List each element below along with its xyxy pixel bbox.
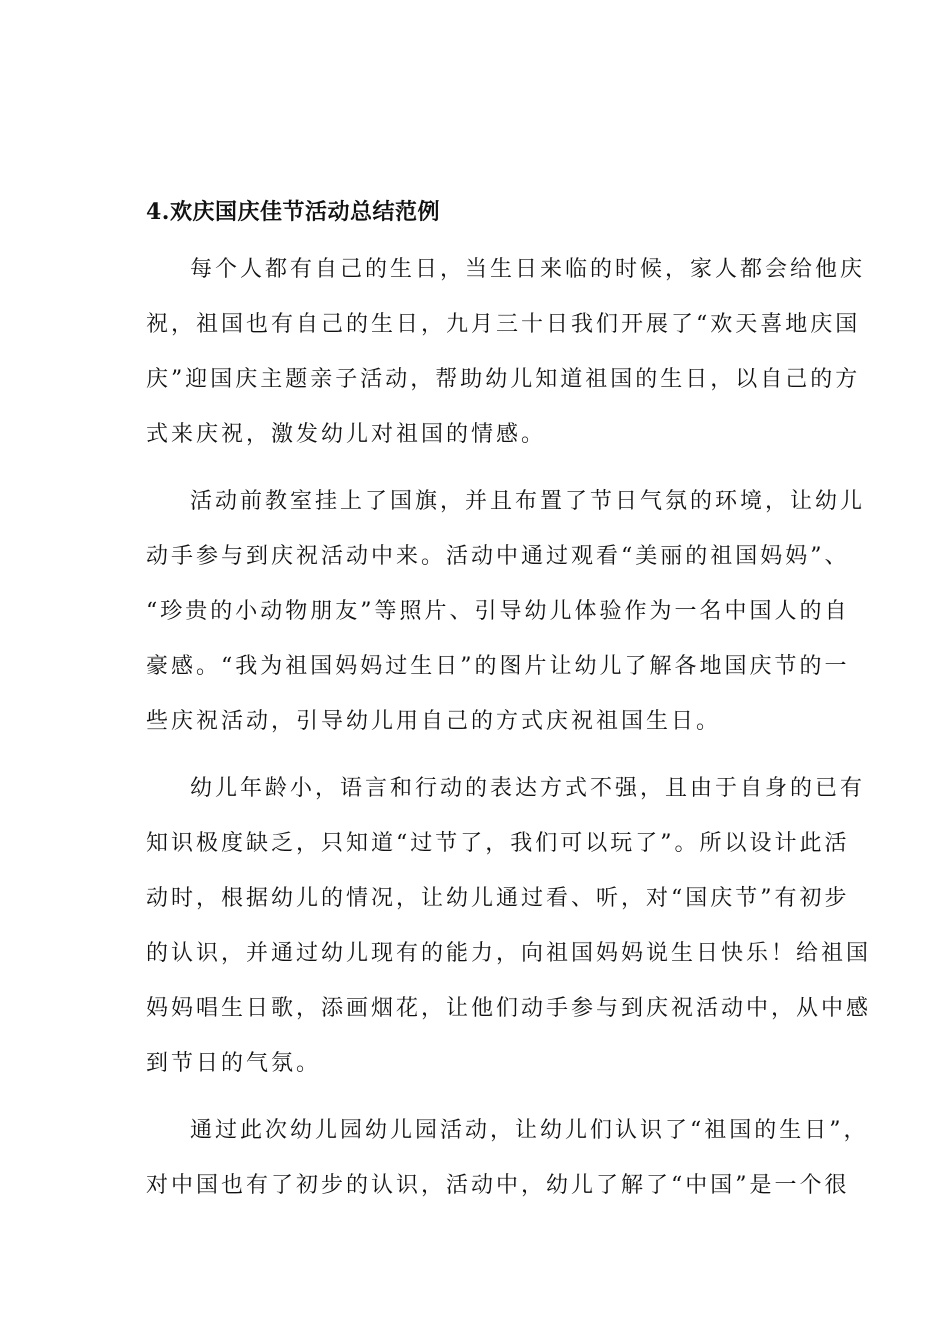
paragraph-line: 妈妈唱生日歌，添画烟花，让他们动手参与到庆祝活动中，从中感: [146, 996, 872, 1021]
paragraph-list: [146, 242, 872, 1213]
paragraph-line: 活动前教室挂上了国旗，并且布置了节日气氛的环境，让幼儿: [190, 489, 866, 514]
paragraph-3: [146, 761, 872, 1091]
paragraph-line: 些庆祝活动，引导幼儿用自己的方式庆祝祖国生日。: [146, 709, 722, 734]
paragraph-line: 庆”迎国庆主题亲子活动，帮助幼儿知道祖国的生日，以自己的方: [146, 367, 861, 392]
paragraph-line: 对中国也有了初步的认识，活动中，幼儿了解了“中国”是一个很: [146, 1173, 850, 1198]
paragraph-1: [146, 242, 866, 462]
paragraph-line: 到节日的气氛。: [146, 1051, 322, 1076]
paragraph-line: 式来庆祝，激发幼儿对祖国的情感。: [146, 422, 547, 447]
paragraph-line: 的认识，并通过幼儿现有的能力，向祖国妈妈说生日快乐！给祖国: [146, 941, 872, 966]
paragraph-line: 祝，祖国也有自己的生日，九月三十日我们开展了“欢天喜地庆国: [146, 312, 861, 337]
paragraph-line: 幼儿年龄小，语言和行动的表达方式不强，且由于自身的已有: [190, 776, 866, 801]
document-body: [146, 194, 872, 1213]
paragraph-line: 动时，根据幼儿的情况，让幼儿通过看、听，对“国庆节”有初步: [146, 886, 850, 911]
paragraph-line: 动手参与到庆祝活动中来。活动中通过观看“美丽的祖国妈妈”、: [146, 544, 850, 569]
section-heading: 4.欢庆国庆佳节活动总结范例: [146, 199, 440, 225]
paragraph-line: 每个人都有自己的生日，当生日来临的时候，家人都会给他庆: [190, 257, 866, 282]
paragraph-line: “珍贵的小动物朋友”等照片、引导幼儿体验作为一名中国人的自: [146, 599, 850, 624]
paragraph-4: [146, 1103, 869, 1213]
paragraph-line: 知识极度缺乏，只知道“过节了，我们可以玩了”。所以设计此活: [146, 831, 850, 856]
paragraph-line: 通过此次幼儿园幼儿园活动，让幼儿们认识了“祖国的生日”，: [190, 1118, 869, 1143]
paragraph-2: [146, 474, 866, 749]
paragraph-line: 豪感。“我为祖国妈妈过生日”的图片让幼儿了解各地国庆节的一: [146, 654, 850, 679]
